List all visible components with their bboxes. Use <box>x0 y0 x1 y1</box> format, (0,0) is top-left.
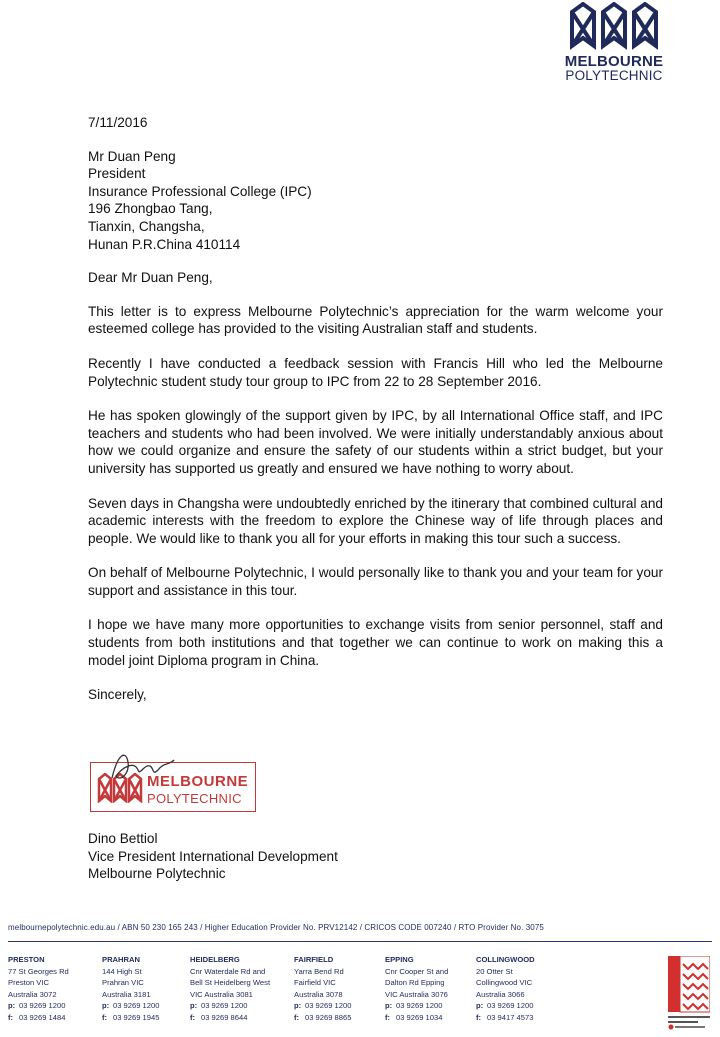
campus-heidelberg <box>190 954 294 1023</box>
campus-address: Bell St Heidelberg West <box>190 978 271 987</box>
letter-date: 7/11/2016 <box>88 115 148 130</box>
signer-block <box>88 830 338 883</box>
melbourne-polytechnic-logo <box>564 2 664 83</box>
paragraph: I hope we have many more opportunities to exchange visits from senior personnel, staff and students from both institutions and that together we can continue to work on making this a model joint Diploma program in China. <box>88 617 663 668</box>
quality-certification-badge-icon <box>668 956 710 1030</box>
address-line: Tianxin, Changsha, <box>88 218 205 234</box>
campus-prahran <box>102 954 190 1023</box>
campus-address: VIC Australia 3081 <box>190 989 253 999</box>
address-line: 196 Zhongbao Tang, <box>88 201 213 217</box>
campus-address: Australia 3181 <box>102 989 151 999</box>
paragraph: This letter is to express Melbourne Polytechnic’s appreciation for the warm welcome your esteemed college has provided to the visiting Australian staff and students. <box>88 303 663 337</box>
campus-name: PRESTON <box>8 955 45 964</box>
footer-info: melbournepolytechnic.edu.au / ABN 50 230 165 243 / Higher Education Provider No. PRV12142 / CRICOS CODE 007240 / RTO Provider No. 3075 <box>8 923 544 932</box>
campus-fax: f: 03 9269 8644 <box>190 1012 248 1022</box>
campus-address: Australia 3072 <box>8 989 57 999</box>
campus-address: Yarra Bend Rd <box>294 966 344 976</box>
signer-organization: Melbourne Polytechnic <box>88 866 226 882</box>
closing: Sincerely, <box>88 687 147 703</box>
paragraph: Recently I have conducted a feedback session with Francis Hill who led the Melbourne Polytechnic student study tour group to IPC from 22 to 28 September 2016. <box>88 355 663 389</box>
campus-fax: f: 03 9269 1484 <box>8 1012 66 1022</box>
signer-name: Dino Bettiol <box>88 831 158 846</box>
campus-address: 144 High St <box>102 966 142 976</box>
address-line: Hunan P.R.China 410114 <box>88 236 241 252</box>
campus-address: Fairfield VIC <box>294 978 336 987</box>
paragraph: He has spoken glowingly of the support given by IPC, by all International Office staff, and IPC teachers and students who had been involved. We were initially understandably anxious about how we could organize and ensure the safety of our students within a strict budget, but your university has supported us greatly and ensured we have nothing to worry about. <box>88 408 663 476</box>
stamp-text-line2: POLYTECHNIC <box>147 791 242 806</box>
handwritten-signature <box>108 748 188 788</box>
campus-name: EPPING <box>385 955 414 964</box>
campus-name: FAIRFIELD <box>294 955 334 964</box>
campus-address: Cnr Waterdale Rd and <box>190 966 266 976</box>
campus-phone: p: 03 9269 1200 <box>102 1001 160 1010</box>
campus-address: Dalton Rd Epping <box>385 978 445 987</box>
campus-fax: f: 03 9269 1034 <box>385 1012 443 1022</box>
paragraph: On behalf of Melbourne Polytechnic, I would personally like to thank you and your team for your support and assistance in this tour. <box>88 565 663 598</box>
campus-address: Australia 3066 <box>476 989 525 999</box>
campus-address: Collingwood VIC <box>476 978 533 987</box>
address-line: Insurance Professional College (IPC) <box>88 183 312 199</box>
greeting: Dear Mr Duan Peng, <box>88 270 213 286</box>
recipient-address <box>88 148 663 254</box>
campus-list <box>8 954 566 1023</box>
campus-phone: p: 03 9269 1200 <box>8 1001 66 1010</box>
campus-address: Cnr Cooper St and <box>385 966 449 976</box>
stamp-text-line1: MELBOURNE <box>147 773 249 790</box>
campus-fax: f: 03 9417 4573 <box>476 1012 534 1022</box>
logo-text-line2: POLYTECHNIC <box>565 68 663 83</box>
campus-epping <box>385 954 476 1023</box>
campus-address: Prahran VIC <box>102 978 144 987</box>
campus-name: HEIDELBERG <box>190 955 240 964</box>
campus-collingwood <box>476 954 566 1023</box>
campus-address: Preston VIC <box>8 978 49 987</box>
campus-address: 20 Otter St <box>476 966 513 976</box>
campus-address: VIC Australia 3076 <box>385 989 448 999</box>
campus-phone: p: 03 9269 1200 <box>294 1001 352 1010</box>
campus-name: PRAHRAN <box>102 955 140 964</box>
campus-fax: f: 03 9269 1945 <box>102 1012 160 1022</box>
campus-preston <box>8 954 102 1023</box>
logo-mark-icon <box>568 2 660 52</box>
campus-name: COLLINGWOOD <box>476 955 535 964</box>
letter-body <box>88 114 663 712</box>
campus-fax: f: 03 9269 8865 <box>294 1012 352 1022</box>
address-line: Mr Duan Peng <box>88 148 176 164</box>
campus-address: Australia 3078 <box>294 989 343 999</box>
logo-text-line1: MELBOURNE <box>564 53 664 70</box>
campus-address: 77 St Georges Rd <box>8 966 69 976</box>
campus-fairfield <box>294 954 385 1023</box>
campus-phone: p: 03 9269 1200 <box>476 1001 534 1010</box>
campus-phone: p: 03 9269 1200 <box>190 1001 248 1010</box>
paragraph: Seven days in Changsha were undoubtedly enriched by the itinerary that combined cultural and academic interests with the freedom to explore the Chinese way of life through places and people. We would like to thank you all for your efforts in making this tour such a success. <box>88 495 663 546</box>
campus-phone: p: 03 9269 1200 <box>385 1001 443 1010</box>
signer-title: Vice President International Development <box>88 848 338 864</box>
footer-divider <box>8 941 712 942</box>
address-line: President <box>88 166 146 182</box>
